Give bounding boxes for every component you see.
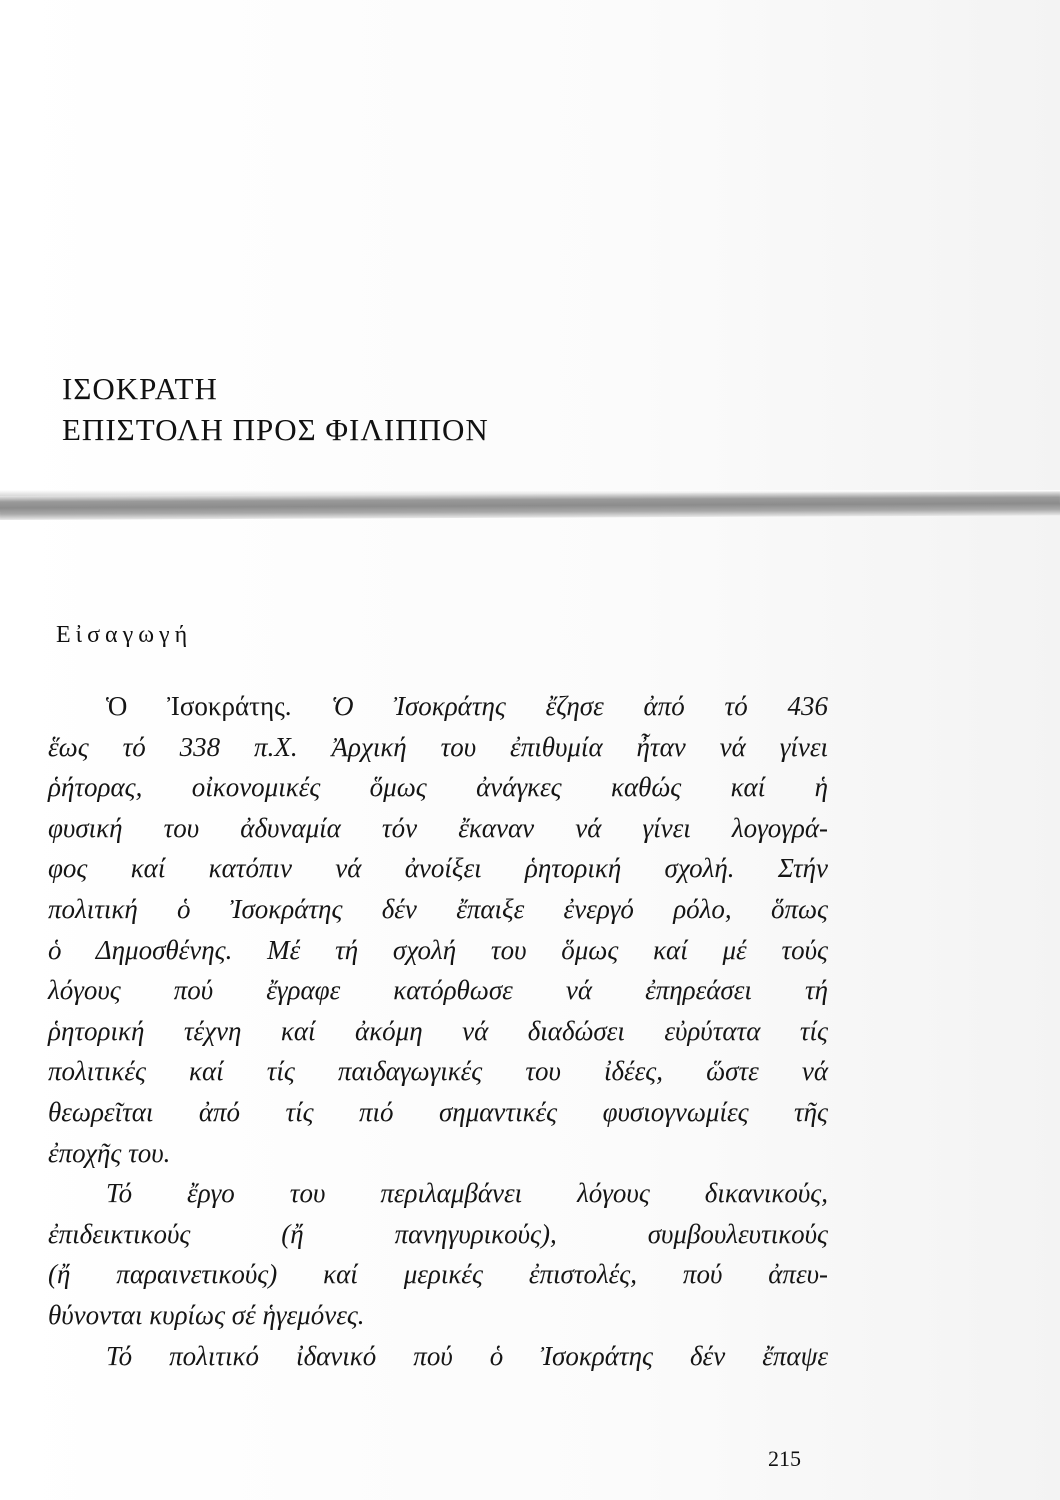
section-heading: Εἰσαγωγή: [56, 622, 193, 648]
paragraph-lead: Ὁ Ἰσοκράτης.: [106, 691, 292, 721]
body-text: [48, 686, 828, 1376]
chapter-title: [62, 368, 489, 450]
text-line: (ἤ παραινετικούς) καί μερικές ἐπιστολές, πού ἀπευ-: [48, 1259, 828, 1290]
page-number: 215: [768, 1446, 801, 1471]
text-line: Τό ἔργο του περιλαμβάνει λόγους δικανικούς,: [106, 1178, 828, 1209]
title-rule: [0, 491, 1060, 520]
text-line: ἕως τό 338 π.Χ. Ἀρχική του ἐπιθυμία ἦταν νά γίνει: [48, 731, 828, 762]
text-line: ἐποχῆς του.: [48, 1137, 171, 1168]
text-line: ὁ Δημοσθένης. Μέ τή σχολή του ὅμως καί μέ τούς: [48, 934, 828, 965]
text-line: ἐπιδεικτικούς (ἤ πανηγυρικούς), συμβουλευτικούς: [48, 1218, 828, 1249]
text-line: Τό πολιτικό ἰδανικό πού ὁ Ἰσοκράτης δέν ἔπαψε: [106, 1340, 828, 1371]
text-line: λόγους πού ἔγραφε κατόρθωσε νά ἐπηρεάσει τή: [48, 975, 828, 1006]
text-line: πολιτικές καί τίς παιδαγωγικές του ἰδέες, ὥστε νά: [48, 1056, 828, 1087]
text-line: φυσική του ἀδυναμία τόν ἔκαναν νά γίνει λογογρά-: [48, 812, 828, 843]
text-line: ῥήτορας, οἰκονομικές ὅμως ἀνάγκες καθώς καί ἡ: [48, 772, 828, 803]
text-line: πολιτική ὁ Ἰσοκράτης δέν ἔπαιξε ἐνεργό ρόλο, ὅπως: [48, 893, 828, 924]
text-line: φος καί κατόπιν νά ἀνοίξει ῥητορική σχολή. Στήν: [48, 853, 828, 884]
title-work: ΕΠΙΣΤΟΛΗ ΠΡΟΣ ΦΙΛΙΠΠΟΝ: [62, 412, 489, 447]
text-line: Ὁ Ἰσοκράτης. Ὁ Ἰσοκράτης ἔζησε ἀπό τό 436: [106, 691, 829, 721]
text-line: ῥητορική τέχνη καί ἀκόμη νά διαδώσει εὐρύτατα τίς: [48, 1015, 828, 1046]
text-line: θεωρεῖται ἀπό τίς πιό σημαντικές φυσιογνωμίες τῆς: [48, 1096, 828, 1127]
text-line: θύνονται κυρίως σέ ἡγεμόνες.: [48, 1299, 365, 1330]
title-author: ΙΣΟΚΡΑΤΗ: [62, 371, 218, 406]
